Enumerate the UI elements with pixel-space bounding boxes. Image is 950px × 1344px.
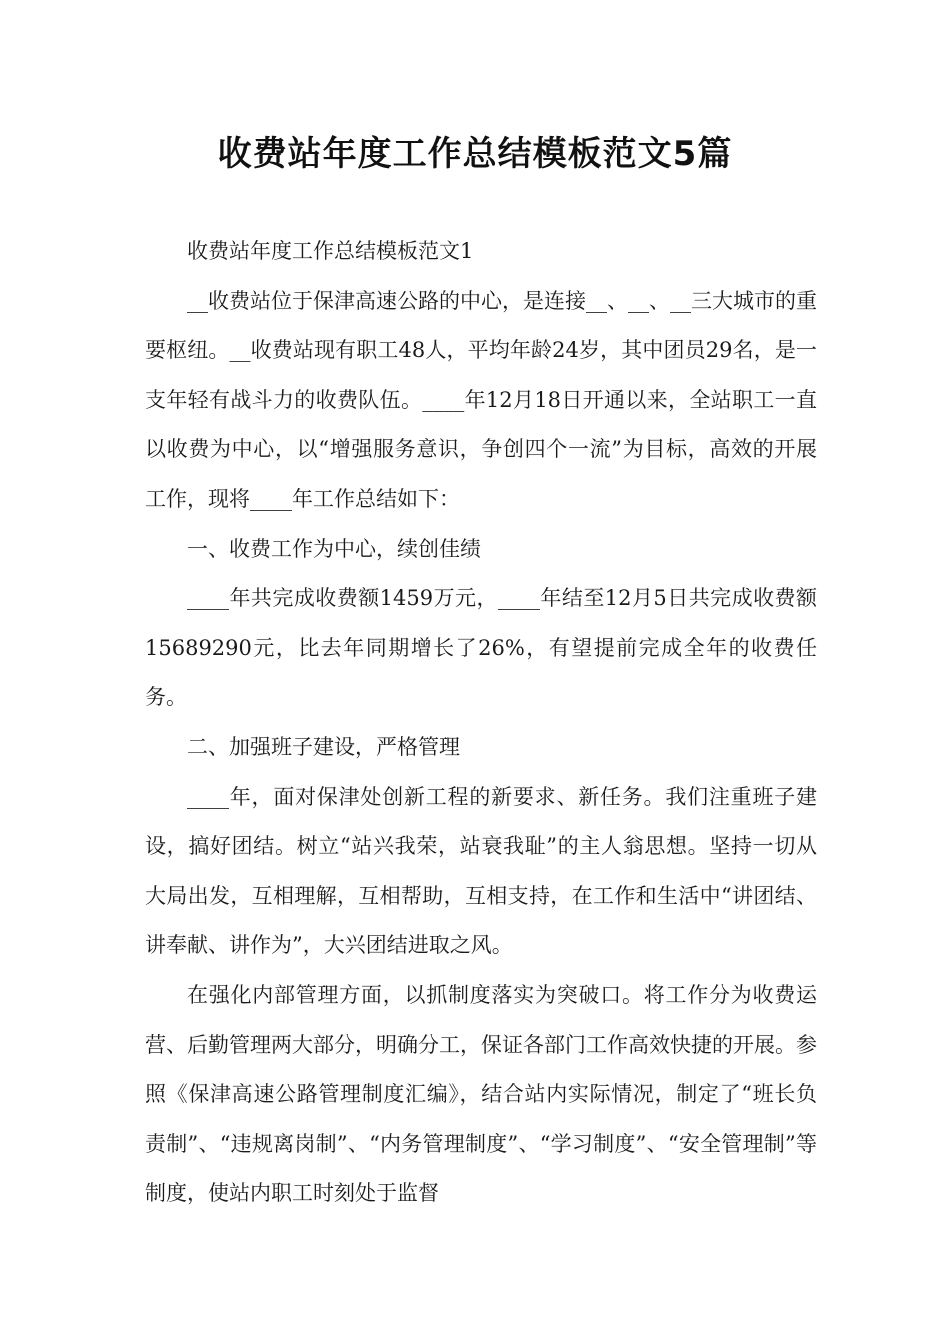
paragraph-intro: __收费站位于保津高速公路的中心，是连接__、__、__三大城市的重要枢纽。__收费站现有职工48人，平均年龄24岁，其中团员29名，是一支年轻有战斗力的收费队伍。____年12月18日开通以来，全站职工一直以收费为中心，以“增强服务意识，争创四个一流”为目标，高效的开展工作，现将____年工作总结如下： <box>145 288 817 511</box>
section-heading-1: 一、收费工作为中心，续创佳绩 <box>187 536 481 561</box>
section-heading-2: 二、加强班子建设，严格管理 <box>187 734 460 759</box>
section-heading-template-1: 收费站年度工作总结模板范文1 <box>187 239 474 263</box>
document-body <box>145 227 817 1219</box>
paragraph-toll-revenue: ____年共完成收费额1459万元，____年结至12月5日共完成收费额15689290元，比去年同期增长了26%，有望提前完成全年的收费任务。 <box>145 586 817 710</box>
paragraph-internal-management: 在强化内部管理方面，以抓制度落实为突破口。将工作分为收费运营、后勤管理两大部分，明确分工，保证各部门工作高效快捷的开展。参照《保津高速公路管理制度汇编》，结合站内实际情况，制定了“班长负责制”、“违规离岗制”、“内务管理制度”、“学习制度”、“安全管理制”等制度，使站内职工时刻处于监督 <box>145 982 817 1206</box>
document-title: 收费站年度工作总结模板范文5篇 <box>217 134 733 174</box>
paragraph-team-building: ____年，面对保津处创新工程的新要求、新任务。我们注重班子建设，搞好团结。树立“站兴我荣，站衰我耻”的主人翁思想。坚持一切从大局出发，互相理解，互相帮助，互相支持，在工作和生活中“讲团结、讲奉献、讲作为”，大兴团结进取之风。 <box>145 784 817 958</box>
